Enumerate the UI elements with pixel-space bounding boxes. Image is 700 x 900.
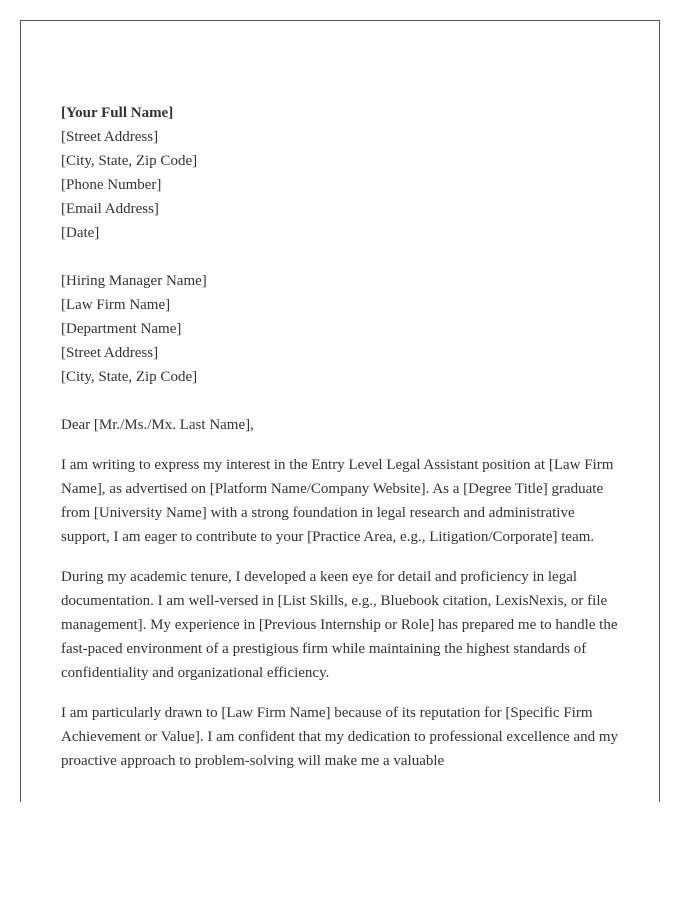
sender-email: [Email Address] [61, 201, 159, 217]
salutation: Dear [Mr./Ms./Mx. Last Name], [61, 417, 254, 433]
sender-phone: [Phone Number] [61, 177, 162, 193]
recipient-firm: [Law Firm Name] [61, 297, 171, 313]
sender-block [61, 101, 626, 245]
recipient-street: [Street Address] [61, 345, 159, 361]
recipient-department: [Department Name] [61, 321, 182, 337]
body-paragraph-2: During my academic tenure, I developed a keen eye for detail and proficiency in legal documentation. I am well-versed in [List Skills, e.g., Bluebook citation, LexisNexis, or file management]. My experience in [Previous Internship or Role] has prepared me to handle the fast-paced environment of a prestigious firm while maintaining the highest standards of confidentiality and organizational efficiency. [61, 569, 618, 681]
sender-street: [Street Address] [61, 129, 159, 145]
sender-name: [Your Full Name] [61, 105, 174, 121]
letter-date: [Date] [61, 225, 100, 241]
recipient-block [61, 269, 626, 389]
letter-content [61, 101, 626, 773]
recipient-city-state-zip: [City, State, Zip Code] [61, 369, 198, 385]
body-paragraph-3: I am particularly drawn to [Law Firm Name] because of its reputation for [Specific Firm Achievement or Value]. I am confident that my dedication to professional excellence and my proactive approach to problem-solving will make me a valuable [61, 705, 619, 769]
sender-city-state-zip: [City, State, Zip Code] [61, 153, 198, 169]
body-paragraph-1: I am writing to express my interest in the Entry Level Legal Assistant position at [Law Firm Name], as advertised on [Platform Name/Company Website]. As a [Degree Title] graduate from [University Name] with a strong foundation in legal research and administrative support, I am eager to contribute to your [Practice Area, e.g., Litigation/Corporate] team. [61, 457, 614, 545]
recipient-hiring-manager: [Hiring Manager Name] [61, 273, 207, 289]
letter-page [20, 20, 660, 802]
